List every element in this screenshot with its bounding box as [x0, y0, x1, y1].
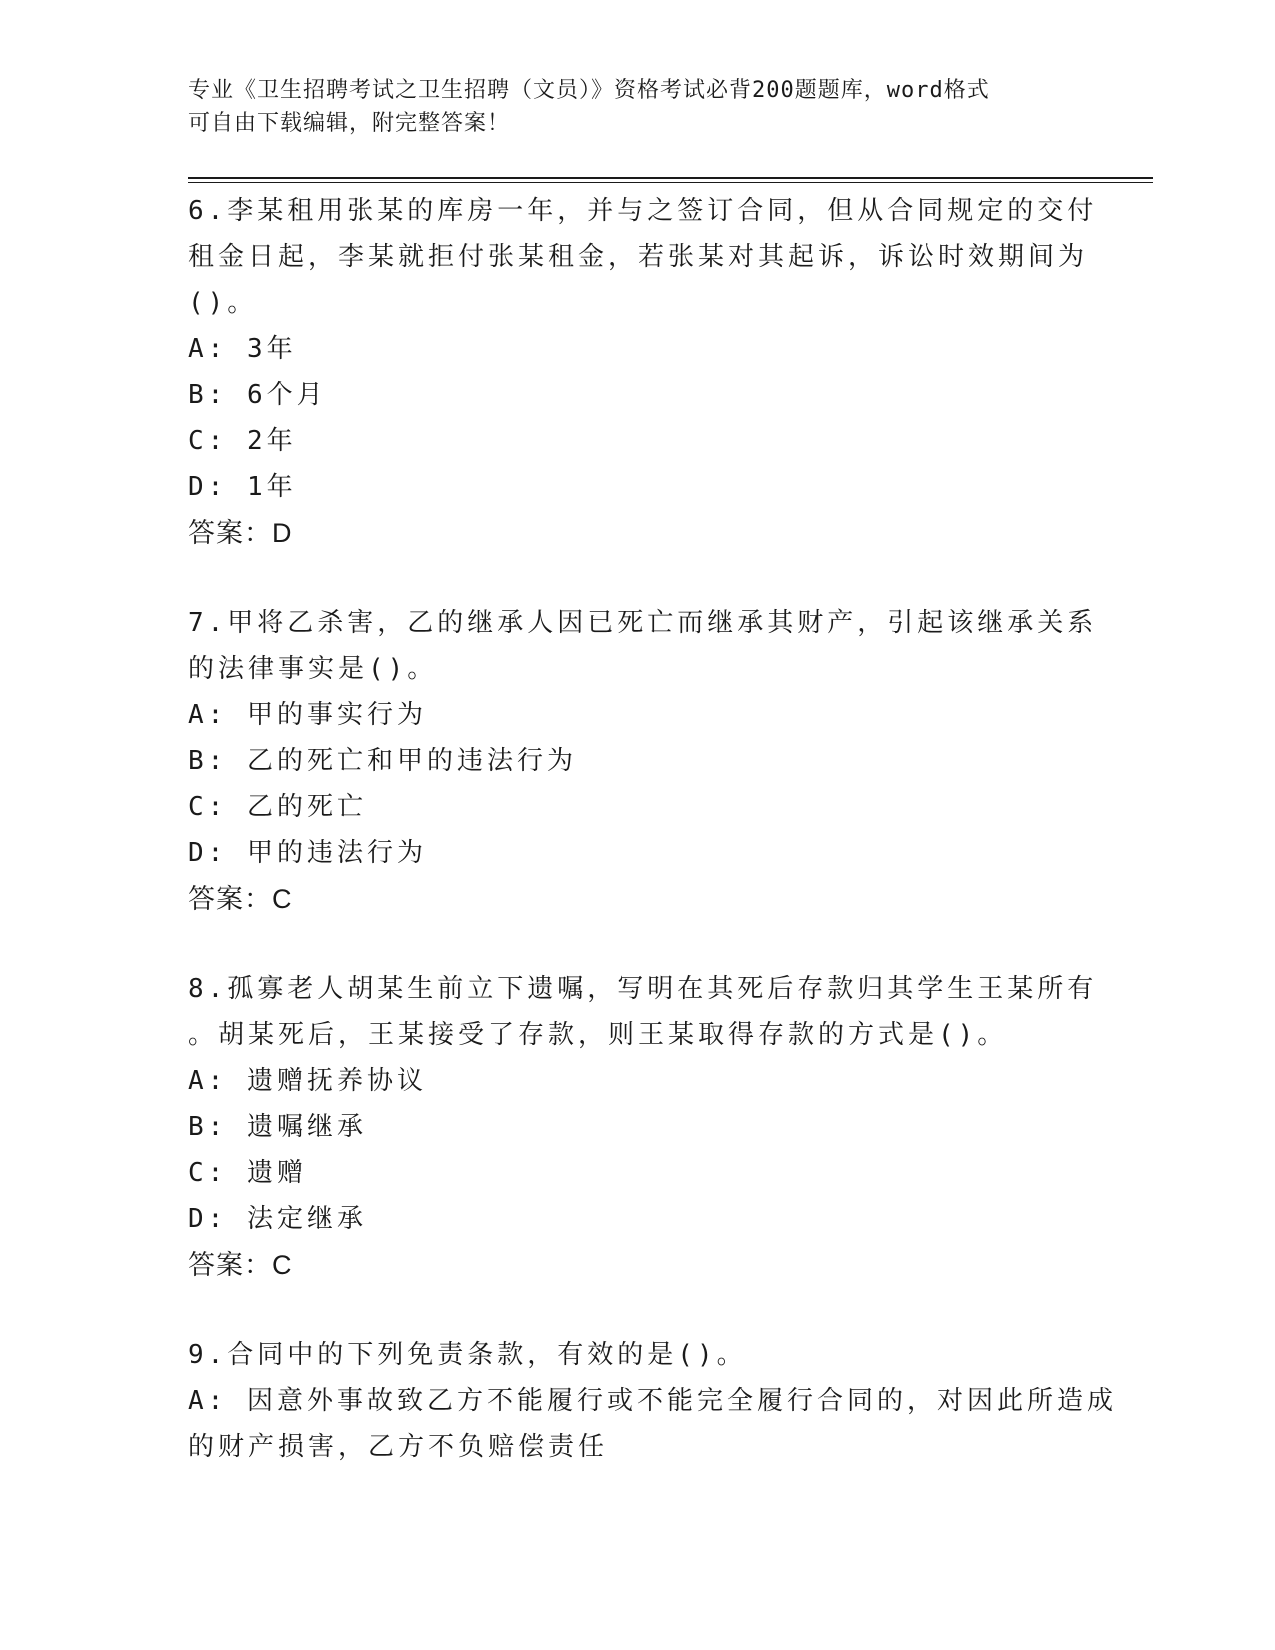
question-8	[188, 966, 1098, 1288]
option-c: C: 乙的死亡	[188, 792, 367, 822]
option-d: D: 法定继承	[188, 1204, 367, 1234]
option-d: D: 甲的违法行为	[188, 838, 427, 868]
question-6	[188, 188, 1098, 556]
option-d: D: 1年	[188, 472, 297, 502]
answer-label: 答案：C	[188, 1250, 293, 1280]
question-text: 9.合同中的下列免责条款，有效的是()。	[188, 1340, 747, 1370]
header-line-2: 可自由下载编辑，附完整答案！	[188, 111, 511, 136]
option-b: B: 遗嘱继承	[188, 1112, 367, 1142]
document-header	[188, 74, 1068, 140]
option-c: C: 遗赠	[188, 1158, 307, 1188]
question-9	[188, 1332, 1117, 1470]
question-text: 的法律事实是()。	[188, 654, 438, 684]
question-list	[188, 188, 1117, 1514]
question-text: 。胡某死后，王某接受了存款，则王某取得存款的方式是()。	[188, 1020, 1008, 1050]
question-text: 7.甲将乙杀害，乙的继承人因已死亡而继承其财产，引起该继承关系	[188, 608, 1098, 638]
question-7	[188, 600, 1098, 922]
question-text: ()。	[188, 288, 258, 318]
question-text: 8.孤寡老人胡某生前立下遗嘱，写明在其死后存款归其学生王某所有	[188, 974, 1098, 1004]
option-a: A: 遗赠抚养协议	[188, 1066, 427, 1096]
option-a: A: 3年	[188, 334, 297, 364]
header-divider-thin	[188, 182, 1153, 183]
option-c: C: 2年	[188, 426, 297, 456]
answer-label: 答案：C	[188, 884, 293, 914]
option-b: B: 乙的死亡和甲的违法行为	[188, 746, 577, 776]
option-a: A: 因意外事故致乙方不能履行或不能完全履行合同的，对因此所造成	[188, 1386, 1117, 1416]
question-text: 6.李某租用张某的库房一年，并与之签订合同，但从合同规定的交付	[188, 196, 1098, 226]
question-text: 租金日起，李某就拒付张某租金，若张某对其起诉，诉讼时效期间为	[188, 242, 1089, 272]
option-a-continued: 的财产损害，乙方不负赔偿责任	[188, 1432, 609, 1462]
option-b: B: 6个月	[188, 380, 327, 410]
answer-label: 答案：D	[188, 518, 293, 548]
option-a: A: 甲的事实行为	[188, 700, 427, 730]
header-divider-thick	[188, 177, 1153, 179]
header-line-1: 专业《卫生招聘考试之卫生招聘（文员）》资格考试必背200题题库，word格式	[188, 78, 990, 103]
